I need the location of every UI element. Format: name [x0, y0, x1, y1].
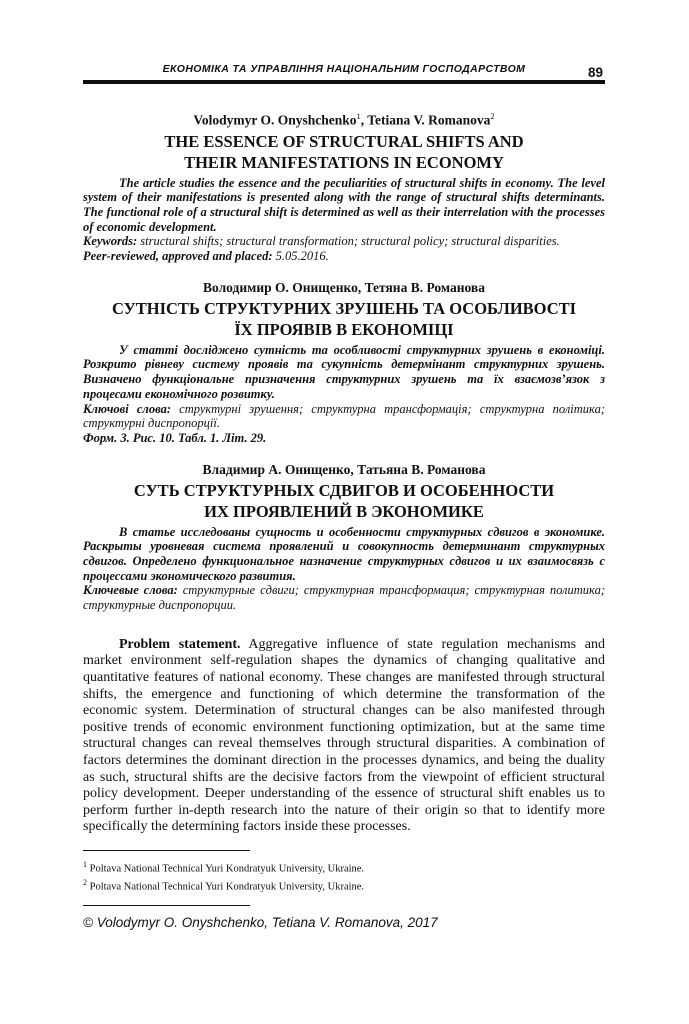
- body-paragraph-lead: Problem statement.: [119, 636, 241, 652]
- copyright-line: © Volodymyr O. Onyshchenko, Tetiana V. Romanova, 2017: [83, 914, 438, 930]
- author-en-1-footnote-mark: 1: [356, 111, 361, 121]
- footnote-separator-rule: [83, 850, 250, 851]
- section-ukrainian: [83, 279, 605, 446]
- keywords-ru: [83, 583, 605, 612]
- authors-en: [83, 108, 605, 129]
- footnote-1-text: Poltava National Technical Yuri Kondratyuk University, Ukraine.: [89, 863, 365, 875]
- footnote-1-number: 1: [83, 859, 87, 869]
- title-en: [83, 131, 605, 173]
- abstract-uk: У статті досліджено сутність та особливості структурних зрушень в економіці. Розкрито рівневу систему проявів та сукупність детермінант структурних зрушень. Визначено функціональне призначення структурних зрушень та їх взаємозв’язок з процесами економічного розвитку.: [83, 342, 605, 401]
- authors-en-separator: ,: [360, 112, 368, 128]
- copyright-separator-rule: [83, 905, 250, 906]
- footnote-2: [83, 876, 605, 894]
- keywords-uk: [83, 402, 605, 431]
- authors-ru: Владимир А. Онищенко, Татьяна В. Романова: [202, 461, 486, 477]
- abstract-en: The article studies the essence and the peculiarities of structural shifts in economy. The level system of their manifestations is presented along with the range of structural shifts determinants. The functional role of a structural shift is determined as well as their interrelation with the processes of economic development.: [83, 175, 605, 234]
- footnote-2-number: 2: [83, 877, 87, 887]
- author-en-1: Volodymyr O. Onyshchenko: [193, 112, 357, 128]
- title-uk-line1: СУТНІСТЬ СТРУКТУРНИХ ЗРУШЕНЬ ТА ОСОБЛИВОСТІ: [111, 298, 577, 318]
- keywords-uk-text: структурні зрушення; структурна трансформація; структурна політика; структурні диспропорції.: [83, 401, 605, 431]
- title-en-line2: THEIR MANIFESTATIONS IN ECONOMY: [184, 152, 504, 172]
- peer-review-date: 5.05.2016.: [272, 249, 329, 264]
- body-paragraph-text: Aggregative influence of state regulation mechanisms and market environment self-regulation shapes the dynamics of changing qualitative and quantitative features of national economy. These changes are manifested through structural shifts, the emergence and functioning of which determine the transformation of the economic system. Determination of structural changes can be also manifested through positive trends of economic environment functioning optimization, but at the same time structural changes can reveal themselves through structural disparities. A combination of factors determines the dominant direction in the processes dynamics, and being the duality as such, structural shifts are the decisive factors from the viewpoint of efficient structural policy development. Deeper understanding of the essence of structural shift enables us to perform further in-depth research into the nature of their origin so that to identify more specifically the determining factors inside these processes.: [83, 636, 605, 835]
- keywords-en-text: structural shifts; structural transformation; structural policy; structural disparities.: [137, 234, 560, 249]
- keywords-ru-label: Ключевые слова:: [83, 583, 178, 598]
- authors-uk: Володимир О. Онищенко, Тетяна В. Романова: [203, 279, 485, 295]
- title-ru-line2: ИХ ПРОЯВЛЕНИЙ В ЭКОНОМИКЕ: [204, 501, 484, 521]
- section-english: [83, 108, 605, 264]
- keywords-en: [83, 234, 605, 249]
- title-en-line1: THE ESSENCE OF STRUCTURAL SHIFTS AND: [164, 131, 524, 151]
- title-ru: [83, 480, 605, 522]
- section-russian: [83, 461, 605, 613]
- title-uk: [83, 298, 605, 340]
- footnote-1: [83, 858, 605, 876]
- page-number: 89: [587, 65, 603, 80]
- running-head: [83, 57, 605, 80]
- author-en-2: Tetiana V. Romanova: [367, 112, 491, 128]
- footnote-2-text: Poltava National Technical Yuri Kondratyuk University, Ukraine.: [89, 881, 365, 893]
- footnotes-block: [83, 850, 605, 906]
- keywords-ru-text: структурные сдвиги; структурная трансформация; структурная политика; структурные диспропорции.: [83, 583, 605, 613]
- abstract-ru: В статье исследованы сущность и особенности структурных сдвигов в экономике. Раскрыты уровневая система проявлений и совокупность детерминант структурных сдвигов. Определено функциональное назначение структурных сдвигов и их взаимосвязь с процессами экономического развития.: [83, 524, 605, 583]
- title-ru-line1: СУТЬ СТРУКТУРНЫХ СДВИГОВ И ОСОБЕННОСТИ: [133, 480, 555, 500]
- body-paragraph: [83, 637, 605, 836]
- article-stats-line: Форм. 3. Рис. 10. Табл. 1. Літ. 29.: [83, 430, 267, 445]
- author-en-2-footnote-mark: 2: [490, 111, 495, 121]
- keywords-uk-label: Ключові слова:: [83, 401, 172, 416]
- header-rule: [83, 80, 605, 84]
- keywords-en-label: Keywords:: [83, 234, 138, 249]
- page-content: [83, 57, 605, 930]
- title-uk-line2: ЇХ ПРОЯВІВ В ЕКОНОМІЦІ: [234, 319, 454, 339]
- peer-review-line: [83, 249, 605, 264]
- journal-section-title: ЕКОНОМІКА ТА УПРАВЛІННЯ НАЦІОНАЛЬНИМ ГОСПОДАРСТВОМ: [162, 63, 526, 75]
- peer-review-label: Peer-reviewed, approved and placed:: [83, 249, 273, 264]
